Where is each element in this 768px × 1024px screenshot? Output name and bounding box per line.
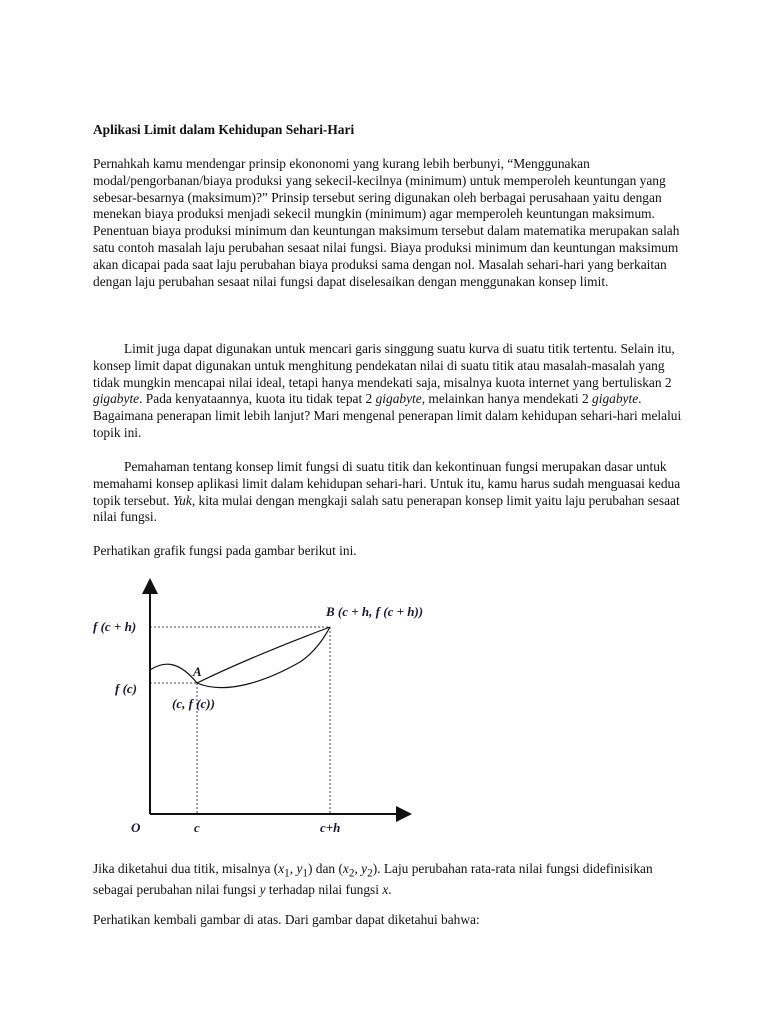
var-x: x xyxy=(382,882,389,898)
text-span: , xyxy=(354,861,362,876)
label-ch: c+h xyxy=(320,820,341,835)
text-span: Jika diketahui dua titik, misalnya ( xyxy=(93,861,279,876)
paragraph-limit-uses xyxy=(93,341,693,442)
y-axis-arrow xyxy=(142,578,158,594)
paragraph-limit-uses-text xyxy=(93,341,693,442)
paragraph-rate-of-change-text xyxy=(93,861,693,899)
paragraph-intro xyxy=(93,156,693,290)
var-y1: y xyxy=(296,861,303,876)
subscript-1: 1 xyxy=(302,867,308,880)
paragraph-intro-text: Pernahkah kamu mendengar prinsip ekononomi yang kurang lebih berbunyi, “Menggunakan modal/pengorbanan/biaya produksi yang sekecil-kecilnya (minimum) untuk memperoleh keuntungan yang sebesar-besarnya (maksimum)?” Prinsip tersebut sering digunakan oleh berbagai perusahaan yaitu dengan menekan biaya produksi menjadi sekecil mungkin (minimum) agar memperoleh keuntungan maksimum. Penentuan biaya produksi minimum dan keuntungan maksimum tersebut dalam matematika merupakan salah satu contoh masalah laju perubahan sesaat nilai fungsi. Biaya produksi minimum dan keuntungan maksimum akan dicapai pada saat laju perubahan biaya produksi sama dengan nol. Masalah sehari-hari yang berkaitan dengan laju perubahan sesaat nilai fungsi dapat diselesaikan dengan menggunakan konsep limit. xyxy=(93,156,680,289)
text-span: , melainkan hanya mendekati 2 xyxy=(421,391,593,407)
var-x1: x xyxy=(278,861,285,876)
function-curve xyxy=(150,627,330,688)
x-axis-arrow xyxy=(396,806,412,822)
text-span-italic: gigabyte xyxy=(592,391,639,407)
label-c: c xyxy=(194,820,200,835)
text-span-italic: Yuk xyxy=(172,492,192,508)
text-span: Pemahaman tentang konsep limit fungsi di suatu titik dan kekontinuan fungsi merupakan dasar untuk memahami konsep aplikasi limit dalam kehidupan sehari-hari. Untuk itu, kamu harus sudah menguasai kedua topik tersebut. xyxy=(93,459,681,508)
paragraph-rate-of-change xyxy=(93,861,693,899)
paragraph-understanding-text xyxy=(93,459,693,526)
text-span: , xyxy=(289,861,297,876)
label-fc: f (c) xyxy=(115,681,138,696)
text-span: . xyxy=(388,882,392,898)
label-origin: O xyxy=(131,820,141,835)
function-graph xyxy=(90,570,450,840)
document-title: Aplikasi Limit dalam Kehidupan Sehari-Hari xyxy=(93,122,355,137)
subscript-1: 1 xyxy=(284,867,290,880)
text-span: . Pada kenyataannya, kuota itu tidak tepat 2 xyxy=(139,391,376,407)
secant-line xyxy=(197,627,330,683)
paragraph-observe: Perhatikan kembali gambar di atas. Dari gambar dapat diketahui bahwa: xyxy=(93,912,480,927)
label-fch: f (c + h) xyxy=(93,619,137,634)
text-span-italic: gigabyte xyxy=(93,391,140,407)
text-span: , kita mulai dengan mengkaji salah satu penerapan konsep limit yaitu laju perubahan sesaat nilai fungsi. xyxy=(93,492,680,525)
text-span: . Bagaimana penerapan limit lebih lanjut? Mari mengenal penerapan limit dalam kehidupan sehari-hari melalui topik ini. xyxy=(93,391,682,440)
text-span: terhadap nilai fungsi xyxy=(265,882,383,898)
subscript-2: 2 xyxy=(348,867,355,880)
subscript-2: 2 xyxy=(367,867,373,880)
paragraph-understanding xyxy=(93,459,693,526)
label-point-b: B (c + h, f (c + h)) xyxy=(326,604,424,619)
text-span: ) dan ( xyxy=(307,861,343,876)
label-point-a: A xyxy=(193,664,202,679)
label-point-a-coords: (c, f (c)) xyxy=(172,696,215,711)
var-y2: y xyxy=(361,861,368,876)
text-span-italic: gigabyte xyxy=(375,391,422,407)
text-span: Limit juga dapat digunakan untuk mencari garis singgung suatu kurva di suatu titik tertentu. Selain itu, konsep limit dapat digunakan untuk menghitung pendekatan nilai di suatu titik atau masalah-masalah yang tidak mungkin mencapai nilai ideal, tetapi hanya mendekati saja, misalnya kuota internet yang bertuliskan 2 xyxy=(93,341,675,390)
paragraph-graph-intro: Perhatikan grafik fungsi pada gambar berikut ini. xyxy=(93,543,357,558)
text-span: ). Laju perubahan rata-rata nilai fungsi didefinisikan sebagai perubahan nilai fungsi xyxy=(93,861,653,898)
var-y: y xyxy=(259,882,266,898)
var-x2: x xyxy=(342,861,349,876)
